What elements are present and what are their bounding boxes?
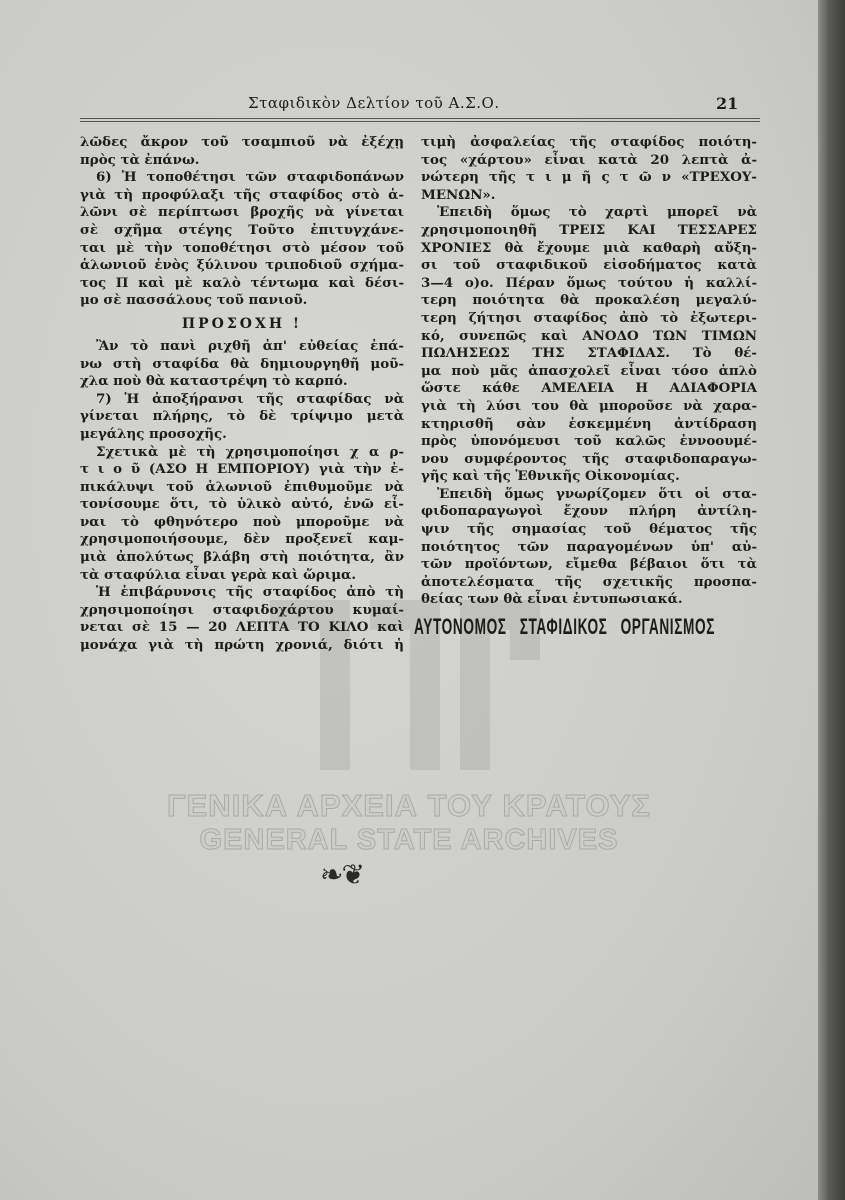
text-line: Ἂν τὸ πανὶ ριχθῆ ἀπ' εὐθείας ἐπά-	[96, 337, 404, 354]
text-line: μονάχα γιὰ τὴ πρώτη χρονιά, διότι ἡ	[80, 637, 404, 654]
text-line: χρησιμοποίησι σταφιδοχάρτου κυμαί-	[80, 601, 404, 618]
watermark-greek: ΓΕΝΙΚΑ ΑΡΧΕΙΑ ΤΟΥ ΚΡΑΤΟΥΣ	[167, 788, 651, 823]
text-line: λῶνι σὲ περίπτωσι βροχῆς νὰ γίνεται	[80, 204, 404, 221]
text-line: ΠΩΛΗΣΕΩΣ ΤΗΣ ΣΤΑΦΙΔΑΣ. Τὸ θέ-	[421, 345, 757, 362]
text-line: μιὰ ἀπολύτως βλάβη στὴ ποιότητα, ἂν	[80, 549, 404, 566]
text-line: τ ι ο ῦ (ΑΣΟ Η ΕΜΠΟΡΙΟΥ) γιὰ τὴν ἐ-	[80, 461, 404, 478]
text-line: νου συμφέροντος τῆς σταφιδοπαραγω-	[421, 450, 757, 467]
text-line: τιμὴ ἀσφαλείας τῆς σταφίδος ποιότη-	[421, 134, 757, 150]
floral-ornament-icon: ❧❦	[320, 858, 363, 891]
text-line: τερη ποιότητα θὰ προκαλέση μεγαλύ-	[421, 292, 757, 309]
text-line: πικάλυψι τοῦ ἁλωνιοῦ ἐπιθυμοῦμε νὰ	[80, 478, 404, 495]
text-line: σι τοῦ σταφιδικοῦ εἰσοδήματος κατὰ	[421, 257, 757, 274]
left-column-paragraphs-bottom	[80, 338, 404, 655]
text-line: ἁλωνιοῦ ἑνὸς ξύλινου τριποδιοῦ σχήμα-	[80, 257, 404, 274]
text-line: χλα ποὺ θὰ καταστρέψη τὸ καρπό.	[80, 373, 348, 390]
text-line: γῆς καὶ τῆς Ἐθνικῆς Οἰκονομίας.	[421, 468, 680, 485]
text-line: πρὸς ὑπονόμευσι τοῦ καλῶς ἐννοουμέ-	[421, 433, 757, 450]
left-column	[80, 134, 404, 655]
text-line: Ἐπειδὴ ὅμως τὸ χαρτὶ μπορεῖ νὰ	[437, 204, 757, 221]
text-line: νεται σὲ 15 — 20 ΛΕΠΤΑ ΤΟ ΚΙΛΟ καὶ	[80, 619, 404, 636]
text-line: τος «χάρτου» εἶναι κατὰ 20 λεπτὰ ἀ-	[421, 151, 757, 168]
text-line: γιὰ τὴ λύσι του θὰ μποροῦσε νὰ χαρα-	[421, 397, 757, 414]
text-line: 6) Ἡ τοποθέτησι τῶν σταφιδοπάνων	[96, 169, 404, 186]
text-line: πρὸς τὰ ἐπάνω.	[80, 151, 200, 168]
book-spine-edge	[818, 0, 845, 1200]
watermark-english: GENERAL STATE ARCHIVES	[199, 824, 619, 856]
page-number: 21	[716, 94, 739, 113]
text-line: 3—4 ο)ο. Πέραν ὅμως τούτου ἡ καλλί-	[421, 274, 757, 291]
text-line: γίνεται πλήρης, τὸ δὲ τρίψιμο μετὰ	[80, 408, 404, 425]
text-line: ΜΕΝΩΝ».	[421, 186, 496, 203]
text-line: Ἡ ἐπιβάρυνσις τῆς σταφίδος ἀπὸ τὴ	[96, 584, 404, 601]
header-rule	[80, 118, 760, 119]
attention-heading: ΠΡΟΣΟΧΗ !	[181, 315, 303, 332]
text-line: μα ποὺ μᾶς ἀπασχολεῖ εἶναι τόσο ἁπλὸ	[421, 362, 757, 379]
text-line: τερη ζήτησι σταφίδος ἀπὸ τὸ ἐξωτερι-	[421, 309, 757, 326]
text-line: ναι τὸ φθηνότερο ποὺ μποροῦμε νὰ	[80, 513, 404, 530]
text-line: νώτερη τῆς τ ι μ ῆ ς τ ῶ ν «ΤΡΕΧΟΥ-	[421, 169, 757, 186]
text-line: μο σὲ πασσάλους τοῦ πανιοῦ.	[80, 292, 308, 309]
text-line: κτηρισθῆ σὰν ἐσκεμμένη ἀντίδραση	[421, 415, 757, 432]
right-column	[421, 134, 757, 609]
text-line: φιδοπαραγωγοὶ ἔχουν πλήρη ἀντίλη-	[421, 503, 757, 520]
text-line: μεγάλης προσοχῆς.	[80, 425, 227, 442]
text-line: ποιότητος τῶν παραγομένων ὑπ' αὐ-	[421, 538, 757, 555]
text-line: ἀποτελέσματα τῆς σχετικῆς προσπα-	[421, 573, 757, 590]
text-line: θείας των θὰ εἶναι ἐντυπωσιακά.	[421, 591, 683, 608]
running-header-title: Σταφιδικὸν Δελτίον τοῦ Α.Σ.Ο.	[248, 94, 500, 112]
text-line: ψιν τῆς σημασίας τοῦ θέματος τῆς	[421, 521, 757, 538]
text-line: ΧΡΟΝΙΕΣ θὰ ἔχουμε μιὰ καθαρὴ αὔξη-	[421, 239, 757, 256]
text-line: σὲ σχῆμα στέγης Τοῦτο ἐπιτυγχάνε-	[80, 221, 404, 238]
signature-organization: ΑΥΤΟΝΟΜΟΣ ΣΤΑΦΙΔΙΚΟΣ ΟΡΓΑΝΙΣΜΟΣ	[414, 614, 716, 639]
text-line: ὥστε κάθε ΑΜΕΛΕΙΑ Η ΑΔΙΑΦΟΡΙΑ	[421, 380, 757, 397]
text-line: λῶδες ἄκρον τοῦ τσαμπιοῦ νὰ ἐξέχῃ	[80, 134, 404, 150]
left-column-paragraphs-top	[80, 134, 404, 310]
text-line: τῶν προϊόντων, εἴμεθα βέβαιοι ὅτι τὰ	[421, 556, 757, 573]
text-line: γιὰ τὴ προφύλαξι τῆς σταφίδος στὸ ἁ-	[80, 186, 404, 203]
right-column-paragraphs	[421, 134, 757, 609]
header-rule-2	[80, 121, 760, 122]
text-line: κό, συνεπῶς καὶ ΑΝΟΔΟ ΤΩΝ ΤΙΜΩΝ	[421, 327, 757, 344]
text-line: νω στὴ σταφίδα θὰ δημιουργηθῆ μοῦ-	[80, 355, 404, 372]
text-line: τονίσουμε ὅτι, τὸ ὑλικὸ αὐτό, ἐνῶ εἶ-	[80, 496, 404, 513]
text-line: τὰ σταφύλια εἶναι γερὰ καὶ ὥριμα.	[80, 566, 356, 583]
text-line: 7) Ἡ ἀποξήρανσι τῆς σταφίδας νὰ	[96, 390, 404, 407]
text-line: ται μὲ τὴν τοποθέτησι στὸ μέσον τοῦ	[80, 239, 404, 256]
text-line: Σχετικὰ μὲ τὴ χρησιμοποίησι χ α ρ-	[96, 443, 404, 460]
text-line: χρησιμοποιηθῆ ΤΡΕΙΣ ΚΑΙ ΤΕΣΣΑΡΕΣ	[421, 221, 757, 238]
text-line: Ἐπειδὴ ὅμως γνωρίζομεν ὅτι οἱ στα-	[437, 485, 757, 502]
text-line: τος Π καὶ μὲ καλὸ τέντωμα καὶ δέσι-	[80, 274, 404, 291]
text-line: χρησιμοποιήσουμε, δὲν προξενεῖ καμ-	[80, 531, 404, 548]
